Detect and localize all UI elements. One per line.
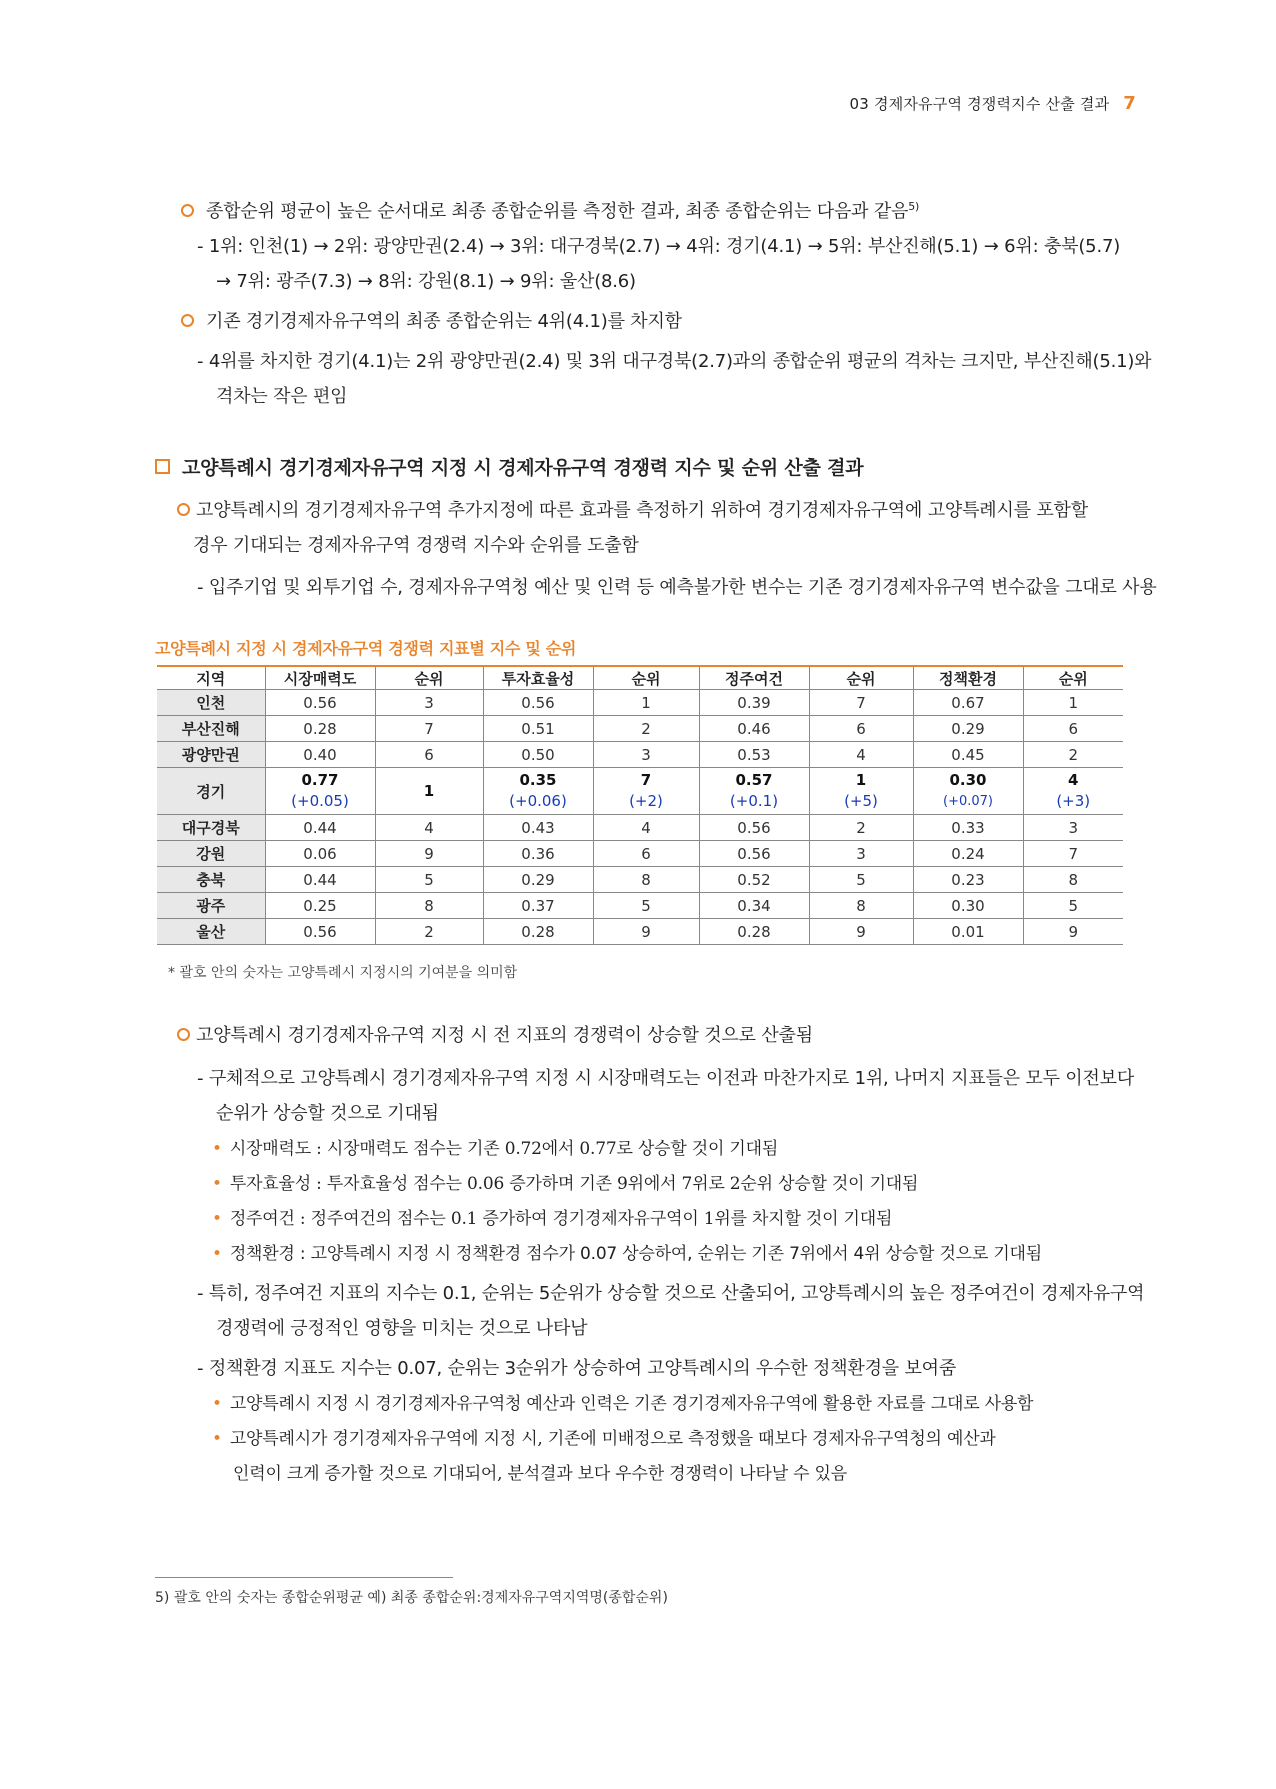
table-row [157,690,1123,716]
region-cell: 광양만권 [157,742,265,768]
sub-bullet-investment: • 투자효율성 : 투자효율성 점수는 0.06 증가하며 기존 9위에서 7위로 2순위 상승할 것이 기대됨 [212,1174,919,1194]
table-cell: 1 [1023,690,1123,716]
sub-bullet-budget: • 고양특례시 지정 시 경기경제자유구역청 예산과 인력은 기존 경기경제자유구역에 활용한 자료를 그대로 사용함 [212,1394,1034,1414]
table-cell: 0.29 [913,716,1023,742]
table-cell: 0.25 [265,893,375,919]
table-cell: 7 [375,716,483,742]
table-cell: 5 [375,867,483,893]
col-header: 정책환경 [913,666,1023,690]
sub-bullet-outlook-2: 인력이 크게 증가할 것으로 기대되어, 분석결과 보다 우수한 경쟁력이 나타날 수 있음 [233,1464,847,1484]
delta-value: (+0.07) [943,794,993,809]
table-cell: 0.36 [483,841,593,867]
table-cell: 0.33 [913,815,1023,841]
table-cell: 7 (+2) [593,768,699,815]
policy-detail: - 정책환경 지표도 지수는 0.07, 순위는 3순위가 상승하여 고양특례시의 우수한 정책환경을 보여줌 [197,1358,957,1379]
table-cell: 4 [375,815,483,841]
table-cell: 4 (+3) [1023,768,1123,815]
table-cell: 0.37 [483,893,593,919]
region-cell: 강원 [157,841,265,867]
goyang-purpose-line-2: 경우 기대되는 경제자유구역 경쟁력 지수와 순위를 도출함 [193,535,639,556]
gyeonggi-gap-line-1: - 4위를 차지한 경기(4.1)는 2위 광양만권(2.4) 및 3위 대구경북(2.7)과의 종합순위 평균의 격차는 크지만, 부산진해(5.1)와 [197,351,1152,372]
sub-bullet-settlement: • 정주여건 : 정주여건의 점수는 0.1 증가하여 경기경제자유구역이 1위를 차지할 것이 기대됨 [212,1209,893,1229]
region-cell: 경기 [157,768,265,815]
detail-line-1: - 구체적으로 고양특례시 경기경제자유구역 지정 시 시장매력도는 이전과 마찬가지로 1위, 나머지 지표들은 모두 이전보다 [197,1068,1135,1089]
table-cell: 3 [375,690,483,716]
circle-bullet-icon [181,314,194,327]
table-cell: 6 [809,716,913,742]
table-cell: 0.06 [265,841,375,867]
dot-bullet-icon: • [212,1174,222,1194]
table-header-row [157,666,1123,690]
table-cell: 0.57 (+0.1) [699,768,809,815]
table-cell: 6 [375,742,483,768]
table-cell: 9 [375,841,483,867]
circle-bullet-icon [177,503,190,516]
table-cell: 8 [809,893,913,919]
table-cell: 2 [375,919,483,945]
table-cell: 2 [809,815,913,841]
settlement-line-2: 경쟁력에 긍정적인 영향을 미치는 것으로 나타남 [216,1318,588,1339]
table-row [157,867,1123,893]
table-cell: 1 (+5) [809,768,913,815]
footnote-ref: 5) [908,200,920,213]
table-cell: 0.52 [699,867,809,893]
table-cell: 9 [1023,919,1123,945]
col-header: 순위 [593,666,699,690]
table-cell: 0.28 [699,919,809,945]
table-cell: 0.35 (+0.06) [483,768,593,815]
table-cell: 4 [809,742,913,768]
table-note: * 괄호 안의 숫자는 고양특례시 지정시의 기여분을 의미함 [168,965,518,981]
goyang-purpose-line-1: 고양특례시의 경기경제자유구역 추가지정에 따른 효과를 측정하기 위하여 경기경제자유구역에 고양특례시를 포함할 [177,498,1088,524]
table-cell: 5 [809,867,913,893]
table-cell: 8 [1023,867,1123,893]
table-cell: 0.56 [699,841,809,867]
delta-value: (+3) [1056,792,1091,810]
dot-bullet-icon: • [212,1244,222,1264]
bullet-final-ranking: 종합순위 평균이 높은 순서대로 최종 종합순위를 측정한 결과, 최종 종합순위는 다음과 같음$^{5)}$ [181,194,919,225]
table-row [157,815,1123,841]
table-cell: 0.01 [913,919,1023,945]
table-cell: 0.34 [699,893,809,919]
region-cell: 인천 [157,690,265,716]
table-cell: 6 [1023,716,1123,742]
table-cell: 8 [593,867,699,893]
circle-bullet-icon [177,1028,190,1041]
page-number: 7 [1123,93,1136,114]
region-cell: 울산 [157,919,265,945]
dot-bullet-icon: • [212,1139,222,1159]
section-heading: 고양특례시 경기경제자유구역 지정 시 경제자유구역 경쟁력 지수 및 순위 산출 결과 [155,455,863,481]
sub-bullet-policy: • 정책환경 : 고양특례시 지정 시 정책환경 점수가 0.07 상승하여, 순위는 기존 7위에서 4위 상승할 것으로 기대됨 [212,1244,1043,1264]
table-cell: 0.28 [265,716,375,742]
table-cell: 1 [375,768,483,815]
sub-bullet-outlook-1: • 고양특례시가 경기경제자유구역에 지정 시, 기존에 미배정으로 측정했을 때보다 경제자유구역청의 예산과 [212,1429,996,1449]
bullet-gyeonggi-rank: 기존 경기경제자유구역의 최종 종합순위는 4위(4.1)를 차지함 [181,309,682,335]
square-bullet-icon [155,459,170,474]
dot-bullet-icon: • [212,1209,222,1229]
dot-bullet-icon: • [212,1394,222,1414]
table-cell: 0.30 (+0.07) [913,768,1023,815]
region-cell: 광주 [157,893,265,919]
circle-bullet-icon [181,204,194,217]
footnote: 5) 괄호 안의 숫자는 종합순위평균 예) 최종 종합순위:경제자유구역지역명(종합순위) [155,1590,668,1606]
index-table [157,665,1123,945]
table-cell: 3 [593,742,699,768]
col-header: 투자효율성 [483,666,593,690]
delta-value: (+5) [844,792,878,810]
table-cell: 0.77 (+0.05) [265,768,375,815]
col-header: 순위 [1023,666,1123,690]
settlement-line-1: - 특히, 정주여건 지표의 지수는 0.1, 순위는 5순위가 상승할 것으로 산출되어, 고양특례시의 높은 정주여건이 경제자유구역 [197,1283,1145,1304]
table-cell: 5 [1023,893,1123,919]
table-cell: 2 [1023,742,1123,768]
bullet-all-indicators-rise: 고양특례시 경기경제자유구역 지정 시 전 지표의 경쟁력이 상승할 것으로 산출됨 [177,1023,813,1049]
gyeonggi-gap-line-2: 격차는 작은 편임 [216,386,348,407]
table-cell: 4 [593,815,699,841]
delta-value: (+0.06) [509,792,567,810]
chapter-title: 03 경제자유구역 경쟁력지수 산출 결과 [849,95,1110,113]
col-header: 지역 [157,666,265,690]
table-row [157,742,1123,768]
table-cell: 3 [809,841,913,867]
region-cell: 부산진해 [157,716,265,742]
table-cell: 0.29 [483,867,593,893]
table-cell: 0.51 [483,716,593,742]
region-cell: 충북 [157,867,265,893]
table-row [157,919,1123,945]
table-cell: 7 [1023,841,1123,867]
col-header: 순위 [375,666,483,690]
col-header: 순위 [809,666,913,690]
table-cell: 0.28 [483,919,593,945]
table-cell: 0.43 [483,815,593,841]
table-row [157,716,1123,742]
col-header: 시장매력도 [265,666,375,690]
table-cell: 1 [593,690,699,716]
table-cell: 0.53 [699,742,809,768]
table-cell: 0.56 [699,815,809,841]
table-cell: 0.24 [913,841,1023,867]
table-cell: 0.44 [265,815,375,841]
table-cell: 0.67 [913,690,1023,716]
table-cell: 9 [593,919,699,945]
table-cell: 0.39 [699,690,809,716]
detail-line-2: 순위가 상승할 것으로 기대됨 [216,1103,439,1124]
ranking-list-line-2: → 7위: 광주(7.3) → 8위: 강원(8.1) → 9위: 울산(8.6) [216,271,636,292]
dot-bullet-icon: • [212,1429,222,1449]
table-cell: 0.23 [913,867,1023,893]
region-cell: 대구경북 [157,815,265,841]
table-row-gyeonggi [157,768,1123,815]
table-cell: 7 [809,690,913,716]
table-row [157,841,1123,867]
table-cell: 0.44 [265,867,375,893]
sub-bullet-market: • 시장매력도 : 시장매력도 점수는 기존 0.72에서 0.77로 상승할 것이 기대됨 [212,1139,779,1159]
delta-value: (+0.1) [729,792,779,810]
table-cell: 0.45 [913,742,1023,768]
delta-value: (+2) [629,792,663,810]
table-cell: 2 [593,716,699,742]
running-header [850,93,1136,114]
table-cell: 0.56 [265,919,375,945]
table-cell: 0.40 [265,742,375,768]
table-cell: 0.56 [483,690,593,716]
footnote-divider [155,1577,453,1578]
table-cell: 0.56 [265,690,375,716]
unpredictable-vars-note: - 입주기업 및 외투기업 수, 경제자유구역청 예산 및 인력 등 예측불가한 변수는 기존 경기경제자유구역 변수값을 그대로 사용 [197,577,1157,598]
table-cell: 8 [375,893,483,919]
table-cell: 9 [809,919,913,945]
col-header: 정주여건 [699,666,809,690]
delta-value: (+0.05) [291,792,349,810]
table-cell: 3 [1023,815,1123,841]
table-row [157,893,1123,919]
table-cell: 6 [593,841,699,867]
table-caption: 고양특례시 지정 시 경제자유구역 경쟁력 지표별 지수 및 순위 [155,639,577,658]
table-cell: 0.46 [699,716,809,742]
ranking-list-line-1: - 1위: 인천(1) → 2위: 광양만권(2.4) → 3위: 대구경북(2.7) → 4위: 경기(4.1) → 5위: 부산진해(5.1) → 6위: 충북(5.7) [197,236,1121,257]
table-cell: 0.30 [913,893,1023,919]
table-cell: 5 [593,893,699,919]
table-cell: 0.50 [483,742,593,768]
